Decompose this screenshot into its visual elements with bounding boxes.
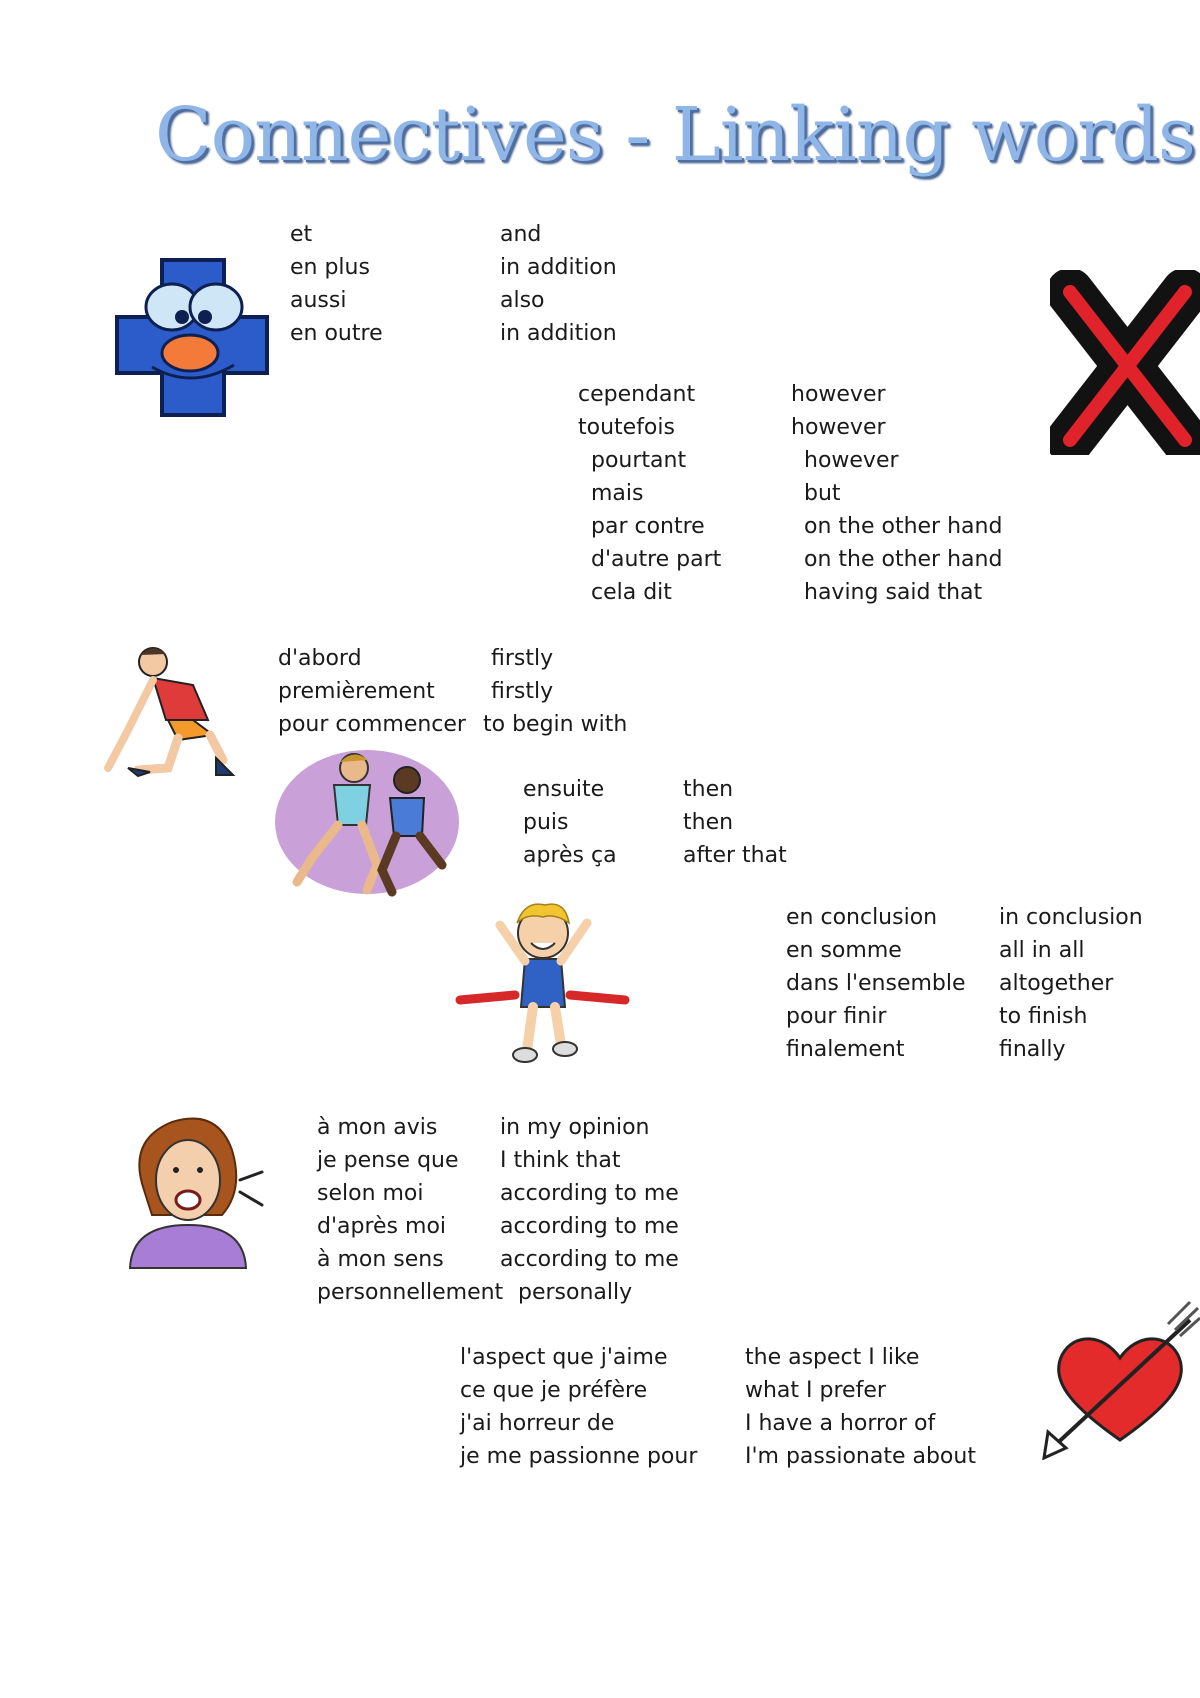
- english-term: on the other hand: [804, 514, 1003, 539]
- list-item: [786, 1033, 1143, 1066]
- english-term: what I prefer: [745, 1378, 886, 1403]
- english-term: firstly: [491, 646, 554, 671]
- french-term: pour commencer: [278, 712, 466, 737]
- english-term: the aspect I like: [745, 1345, 920, 1370]
- list-item: [290, 218, 617, 251]
- list-item: [317, 1177, 679, 1210]
- list-item: [578, 543, 1002, 576]
- finish-line-winner-illustration: [455, 895, 630, 1070]
- english-term: finally: [999, 1037, 1066, 1062]
- english-term: also: [500, 288, 545, 313]
- french-term: cependant: [578, 382, 696, 407]
- english-term: then: [683, 777, 734, 802]
- list-item: [786, 1000, 1143, 1033]
- sequence-list: [523, 773, 787, 872]
- french-term: d'abord: [278, 646, 362, 671]
- list-item: [290, 317, 617, 350]
- english-term: in conclusion: [999, 905, 1143, 930]
- list-item: [460, 1374, 976, 1407]
- list-item: [460, 1341, 976, 1374]
- french-term: dans l'ensemble: [786, 971, 966, 996]
- english-term: firstly: [491, 679, 554, 704]
- preference-list: [460, 1341, 976, 1473]
- french-term: pour finir: [786, 1004, 887, 1029]
- english-term: after that: [683, 843, 787, 868]
- list-item: [578, 576, 1002, 609]
- french-term: en conclusion: [786, 905, 938, 930]
- english-term: I think that: [500, 1148, 621, 1173]
- english-term: however: [804, 448, 899, 473]
- list-item: [786, 967, 1143, 1000]
- english-term: I have a horror of: [745, 1411, 936, 1436]
- contrast-list: [578, 378, 1002, 609]
- red-cross-illustration: [1050, 270, 1200, 455]
- french-term: par contre: [591, 514, 705, 539]
- heart-arrow-illustration: [1040, 1300, 1200, 1460]
- english-term: however: [791, 382, 886, 407]
- plus-sign-illustration: [112, 255, 272, 420]
- list-item: [523, 839, 787, 872]
- addition-list: [290, 218, 617, 350]
- english-term: in addition: [500, 255, 617, 280]
- list-item: [317, 1144, 679, 1177]
- english-term: I'm passionate about: [745, 1444, 976, 1469]
- english-term: all in all: [999, 938, 1085, 963]
- english-term: according to me: [500, 1181, 679, 1206]
- list-item: [578, 378, 1002, 411]
- list-item: [317, 1210, 679, 1243]
- opinion-list: [317, 1111, 679, 1309]
- english-term: to begin with: [483, 712, 628, 737]
- french-term: et: [290, 222, 313, 247]
- french-term: pourtant: [591, 448, 687, 473]
- list-item: [786, 901, 1143, 934]
- list-item: [578, 444, 1002, 477]
- english-term: altogether: [999, 971, 1114, 996]
- list-item: [278, 708, 627, 741]
- list-item: [278, 642, 627, 675]
- list-item: [317, 1243, 679, 1276]
- french-term: d'après moi: [317, 1214, 447, 1239]
- french-term: l'aspect que j'aime: [460, 1345, 668, 1370]
- list-item: [460, 1407, 976, 1440]
- french-term: selon moi: [317, 1181, 424, 1206]
- english-term: but: [804, 481, 841, 506]
- list-item: [786, 934, 1143, 967]
- french-term: personnellement: [317, 1280, 504, 1305]
- list-item: [523, 773, 787, 806]
- french-term: à mon avis: [317, 1115, 438, 1140]
- french-term: en plus: [290, 255, 370, 280]
- list-item: [317, 1276, 679, 1309]
- french-term: ensuite: [523, 777, 605, 802]
- list-item: [578, 477, 1002, 510]
- crouching-runner-illustration: [98, 640, 248, 780]
- french-term: puis: [523, 810, 569, 835]
- list-item: [578, 411, 1002, 444]
- french-term: ce que je préfère: [460, 1378, 648, 1403]
- french-term: finalement: [786, 1037, 905, 1062]
- start-list: [278, 642, 627, 741]
- list-item: [290, 251, 617, 284]
- english-term: however: [791, 415, 886, 440]
- english-term: then: [683, 810, 734, 835]
- list-item: [460, 1440, 976, 1473]
- english-term: according to me: [500, 1247, 679, 1272]
- conclusion-list: [786, 901, 1143, 1066]
- french-term: premièrement: [278, 679, 435, 704]
- english-term: personally: [518, 1280, 633, 1305]
- english-term: and: [500, 222, 542, 247]
- list-item: [278, 675, 627, 708]
- english-term: in addition: [500, 321, 617, 346]
- page-title: Connectives - Linking words: [155, 92, 1195, 178]
- french-term: aussi: [290, 288, 347, 313]
- speaking-woman-illustration: [122, 1110, 267, 1270]
- english-term: to finish: [999, 1004, 1088, 1029]
- list-item: [290, 284, 617, 317]
- french-term: je pense que: [317, 1148, 459, 1173]
- list-item: [578, 510, 1002, 543]
- french-term: après ça: [523, 843, 617, 868]
- list-item: [317, 1111, 679, 1144]
- french-term: d'autre part: [591, 547, 722, 572]
- english-term: according to me: [500, 1214, 679, 1239]
- english-term: in my opinion: [500, 1115, 650, 1140]
- french-term: cela dit: [591, 580, 672, 605]
- english-term: on the other hand: [804, 547, 1003, 572]
- list-item: [523, 806, 787, 839]
- french-term: en outre: [290, 321, 383, 346]
- french-term: en somme: [786, 938, 902, 963]
- french-term: j'ai horreur de: [460, 1411, 615, 1436]
- french-term: je me passionne pour: [460, 1444, 698, 1469]
- french-term: à mon sens: [317, 1247, 444, 1272]
- french-term: mais: [591, 481, 644, 506]
- french-term: toutefois: [578, 415, 675, 440]
- english-term: having said that: [804, 580, 983, 605]
- sprinters-illustration: [272, 740, 462, 900]
